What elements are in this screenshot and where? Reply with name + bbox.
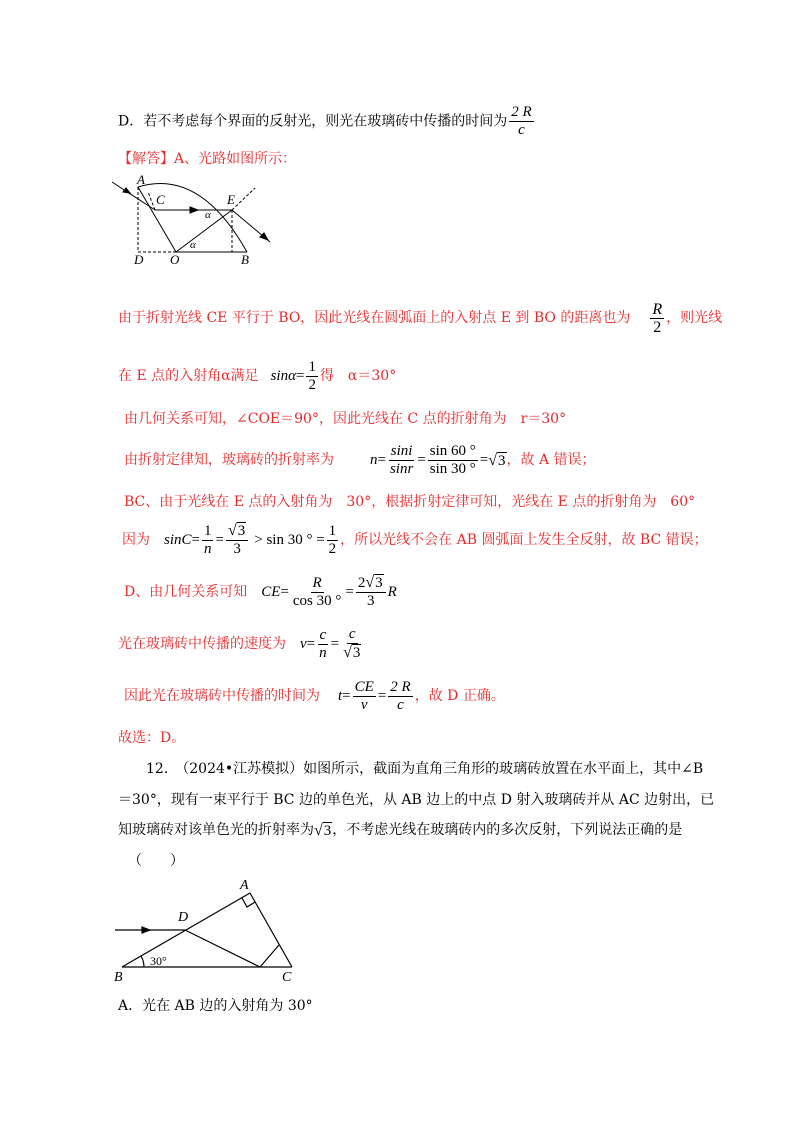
line2-fraction: $\frac{1}{2}$: [308, 358, 316, 393]
answer-header: [118, 150, 296, 168]
q12-line3b: ，不考虑光线在玻璃砖内的多次反射，下列说法正确的是: [332, 822, 683, 838]
line1-fraction: $\frac{R}{2}$: [652, 300, 663, 336]
fig2-refracted-ray: [185, 930, 260, 967]
answer-line-10: 故选：D。: [118, 730, 186, 746]
fig1-normal-e: [232, 188, 255, 210]
answer-line-8: 光在玻璃砖中传播的速度为 v = $\frac{c}{n}$ = c √ 3: [118, 622, 365, 666]
answer-a-intro: A、光路如图所示：: [174, 151, 297, 167]
fig1-arrow-1: [123, 188, 130, 193]
triangle-prism-figure: [110, 875, 310, 985]
fig1-radius-oe: [176, 210, 232, 252]
line9-fraction-1: $\frac{CE}{v}$: [354, 678, 374, 713]
fig1-incident-ray: [112, 182, 155, 210]
line4-text: 由折射定律知，玻璃砖的折射率为: [124, 452, 334, 468]
fig2-label-30: 30°: [150, 954, 167, 968]
line9-fraction-2: $\frac{2 R}{c}$: [390, 678, 411, 713]
fig2-label-b: B: [114, 970, 123, 985]
option-d-text: D．若不考虑每个界面的反射光，则光在玻璃砖中传播的时间为: [118, 113, 508, 130]
answer-line-1: [118, 300, 722, 336]
answer-line-4: 由折射定律知，玻璃砖的折射率为 n = $\frac{\sin i}{\sin r}$ = $\frac{\sin 60 ^\circ}{\sin 30 ^\circ}$ = √ 3 ，故 A 错误；: [124, 442, 596, 477]
fig1-label-alpha-1: α: [205, 209, 211, 221]
fig1-label-d: D: [134, 252, 144, 267]
option-d: [118, 104, 536, 139]
fig1-label-c: C: [156, 192, 165, 207]
fig1-label-o: O: [170, 252, 180, 267]
line8-fraction-2: c √ 3: [343, 626, 361, 661]
line2-tail: 得 α＝30°: [319, 368, 397, 384]
line9-tail: ，故 D 正确。: [414, 688, 505, 704]
line4-sqrt: √ 3: [488, 451, 506, 469]
q12-line3a: 知玻璃砖对该单色光的折射率为: [118, 822, 314, 838]
line1-text: 由于折射光线 CE 平行于 BO，因此光线在圆弧面上的入射点 E 到 BO 的距离也为: [118, 310, 631, 326]
fig1-label-a: A: [137, 172, 145, 187]
q12-line-3: [118, 818, 682, 842]
fig1-label-alpha-2: α: [190, 239, 196, 251]
answer-line-9: 因此光在玻璃砖中传播的时间为 t = $\frac{CE}{v}$ = $\frac{2 R}{c}$ ，故 D 正确。: [124, 678, 505, 713]
answer-line-5: BC、由于光线在 E 点的入射角为 30°，根据折射定律可知，光线在 E 点的折射角为 60°: [124, 494, 696, 510]
line4-fraction-2: $\frac{\sin 60 ^\circ}{\sin 30 ^\circ}$: [429, 442, 476, 477]
line7-lhs: CE: [261, 584, 281, 600]
line8-lhs: v: [300, 636, 307, 652]
answer-line-7: D、由几何关系可知 CE = $\frac{R}{\cos 30 ^\circ}$ = 2 √ 3 3 R: [124, 574, 397, 609]
line6-fraction-3: $\frac{1}{2}$: [328, 522, 337, 557]
line6-fraction-2: √ 3 3: [226, 522, 248, 558]
line6-lhs: sinC: [164, 532, 192, 548]
light-path-figure-1: [110, 170, 280, 270]
fig2-angle-arc: [141, 956, 144, 967]
line2-lhs: sinα: [270, 368, 296, 384]
line8-text: 光在玻璃砖中传播的速度为: [118, 636, 286, 652]
line7-text: D、由几何关系可知: [124, 584, 248, 600]
line4-fraction-1: $\frac{\sin i}{\sin r}$: [389, 442, 414, 477]
answer-tag: 【解答】: [118, 151, 174, 167]
fig2-edge-ac: [250, 893, 292, 967]
answer-line-6: 因为 sinC = $\frac{1}{n}$ = √ 3 3 > sin 30 ° = $\frac{1}{2}$ ，所以光线不会在 AB 圆弧面上发生全反射，故 BC 错误；: [122, 522, 708, 557]
fig2-label-a: A: [240, 878, 249, 893]
line7-fraction-2: 2 √ 3 3: [356, 574, 386, 610]
line1-tail: ，则光线: [666, 310, 723, 326]
answer-line-3: 由几何关系可知，∠COE＝90°，因此光线在 C 点的折射角为 r＝30°: [124, 411, 567, 427]
option-d-fraction: $\frac{2 R}{c}$: [511, 104, 532, 138]
line2-text: 在 E 点的入射角α满足: [118, 368, 259, 384]
fig2-label-d: D: [178, 910, 189, 925]
line8-fraction-1: $\frac{c}{n}$: [319, 626, 327, 661]
line4-n: n: [370, 452, 378, 468]
q12-line-1: 12. （2024•江苏模拟）如图所示，截面为直角三角形的玻璃砖放置在水平面上，其中∠B: [146, 761, 704, 777]
line7-fraction-1: $\frac{R}{\cos 30 ^\circ}$: [292, 574, 342, 609]
line9-lhs: t: [338, 688, 343, 704]
line7-tail: R: [387, 584, 397, 600]
q12-sqrt: √ 3: [314, 821, 332, 839]
answer-line-2: 在 E 点的入射角α满足 sinα = $\frac{1}{2}$ 得 α＝30°: [118, 358, 397, 393]
fig1-label-e: E: [227, 192, 235, 207]
line6-fraction-1: $\frac{1}{n}$: [203, 522, 212, 557]
line6-gt: > sin 30 ° =: [254, 532, 325, 548]
option-a: A．光在 AB 边的入射角为 30°: [118, 998, 313, 1014]
fig2-arrow: [142, 927, 150, 933]
line4-tail: ，故 A 错误；: [506, 452, 596, 468]
fig2-label-c: C: [282, 970, 292, 985]
line9-text: 因此光在玻璃砖中传播的时间为: [124, 688, 320, 704]
fig2-reflected-ray: [260, 945, 279, 967]
line6-text: 因为: [122, 532, 150, 548]
q12-paren: （ ）: [128, 853, 184, 869]
fig1-label-b: B: [241, 252, 249, 267]
q12-line-2: ＝30°，现有一束平行于 BC 边的单色光，从 AB 边上的中点 D 射入玻璃砖并从 AC 边射出，已: [118, 792, 715, 808]
line6-tail: ，所以光线不会在 AB 圆弧面上发生全反射，故 BC 错误；: [340, 532, 708, 548]
fig1-arrow-2: [190, 207, 198, 213]
